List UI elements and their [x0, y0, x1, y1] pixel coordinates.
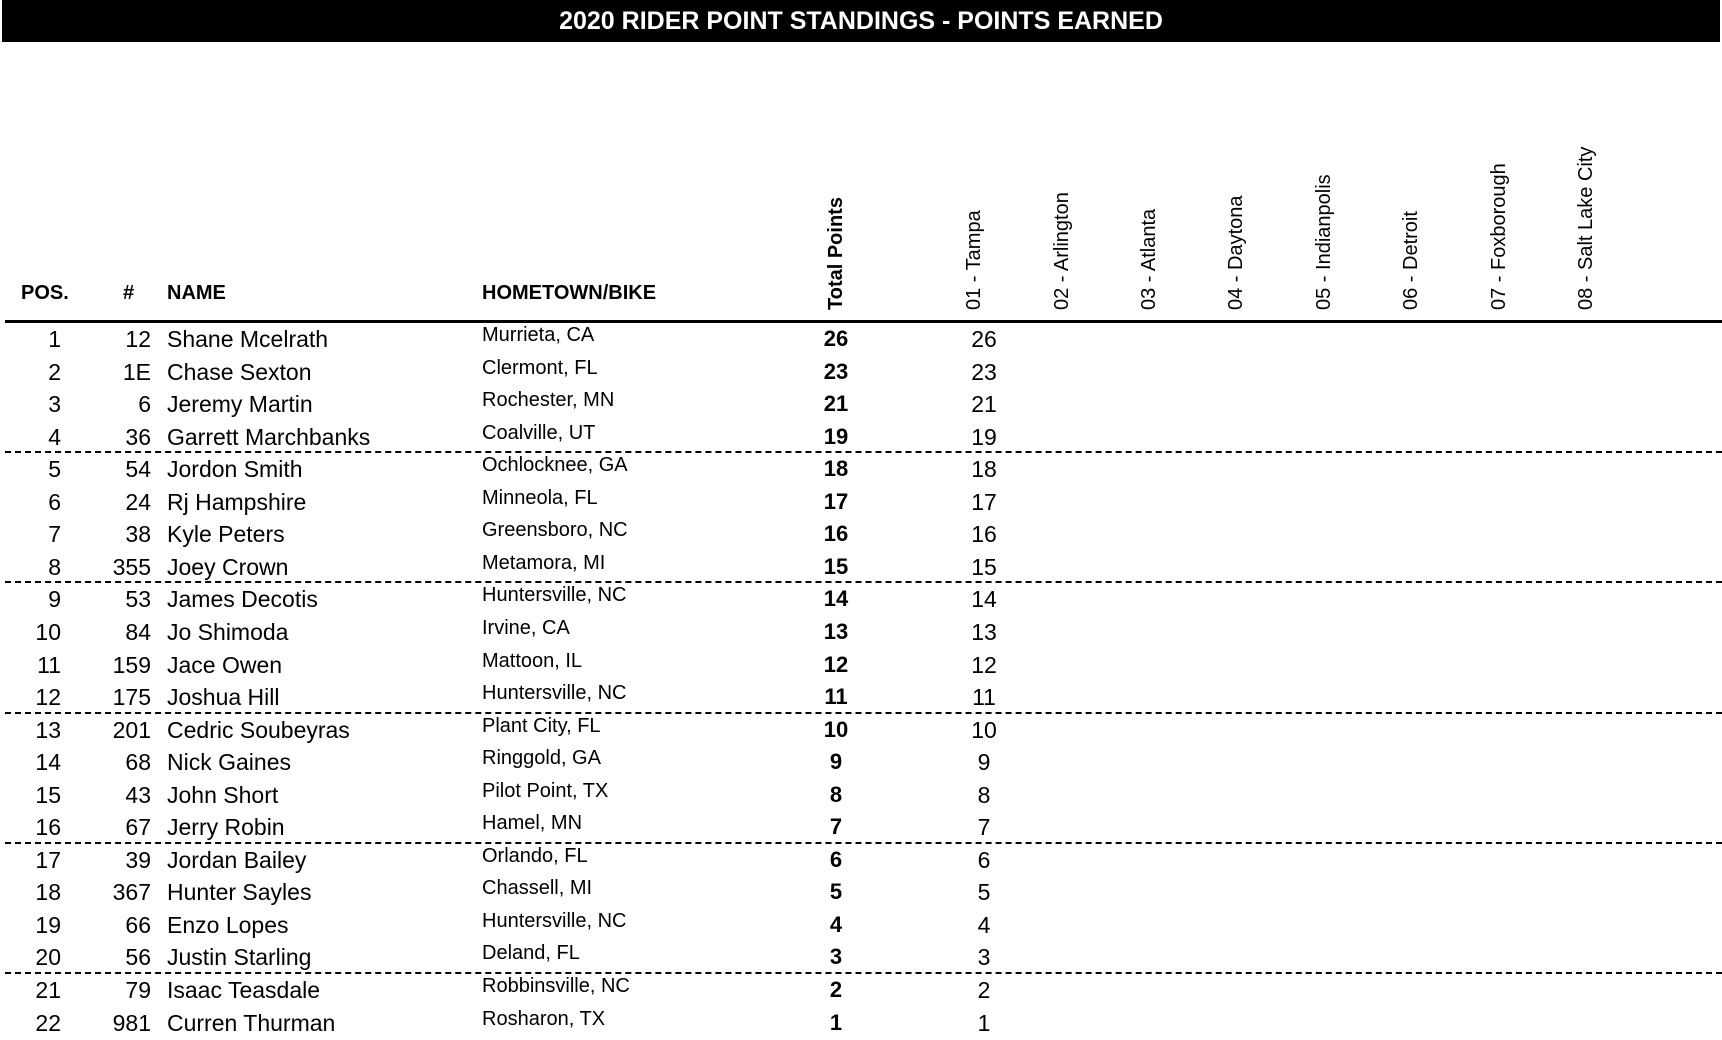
cell-total-points: 6: [829, 846, 843, 872]
cell-pos: 5: [48, 456, 61, 483]
cell-pos: 22: [35, 1009, 61, 1036]
cell-total-points: 5: [829, 879, 843, 905]
cell-hometown: Rosharon, TX: [482, 1007, 606, 1030]
header-round-01: 01 - Tampa: [963, 210, 985, 310]
cell-total-points: 4: [829, 911, 843, 937]
page-title: 2020 RIDER POINT STANDINGS - POINTS EARNED: [2, 0, 1720, 42]
cell-round-01: 15: [971, 553, 997, 580]
cell-round-01: 17: [971, 488, 997, 515]
cell-pos: 15: [35, 781, 61, 808]
cell-pos: 8: [48, 553, 61, 580]
cell-total-points: 21: [823, 391, 849, 417]
cell-number: 66: [125, 911, 151, 938]
cell-name: Joey Crown: [167, 553, 289, 580]
cell-round-01: 8: [977, 781, 991, 808]
cell-number: 24: [125, 488, 151, 515]
cell-total-points: 13: [823, 618, 849, 644]
cell-hometown: Murrieta, CA: [482, 324, 595, 346]
cell-name: Jordon Smith: [167, 456, 303, 483]
cell-number: 159: [112, 651, 151, 678]
cell-name: Jeremy Martin: [167, 391, 313, 418]
cell-hometown: Irvine, CA: [482, 616, 570, 639]
cell-total-points: 2: [829, 977, 843, 1002]
cell-round-01: 6: [977, 846, 991, 873]
cell-total-points: 26: [823, 326, 849, 351]
cell-total-points: 17: [823, 488, 849, 514]
cell-number: 68: [125, 749, 151, 776]
cell-number: 175: [112, 684, 151, 711]
cell-pos: 11: [37, 651, 61, 678]
cell-round-01: 3: [977, 944, 991, 971]
table-row: [0, 649, 1722, 681]
table-row: [0, 583, 1722, 615]
header-round-05: 05 - Indianpolis: [1313, 174, 1335, 310]
cell-hometown: Hamel, MN: [482, 812, 583, 835]
cell-round-01: 12: [971, 651, 997, 678]
table-row: [0, 974, 1722, 1006]
cell-pos: 19: [35, 911, 61, 938]
cell-number: 1E: [122, 358, 151, 385]
table-row: [0, 1007, 1722, 1039]
cell-pos: 3: [48, 391, 61, 418]
cell-number: 54: [125, 456, 151, 483]
cell-round-01: 21: [971, 391, 997, 418]
cell-hometown: Huntersville, NC: [482, 909, 627, 932]
table-row: [0, 681, 1722, 713]
cell-total-points: 18: [823, 456, 849, 482]
cell-number: 43: [125, 781, 151, 808]
cell-name: Jo Shimoda: [167, 618, 289, 645]
header-total-points: Total Points: [825, 197, 847, 310]
cell-hometown: Plant City, FL: [482, 714, 601, 737]
cell-hometown: Orlando, FL: [482, 844, 588, 867]
cell-name: Curren Thurman: [167, 1009, 336, 1036]
cell-round-01: 14: [971, 586, 997, 613]
cell-round-01: 9: [977, 749, 991, 776]
cell-round-01: 1: [977, 1009, 991, 1036]
table-row: [0, 518, 1722, 550]
header-number: #: [123, 282, 135, 304]
cell-pos: 17: [35, 846, 61, 873]
cell-name: Nick Gaines: [167, 749, 291, 776]
table-row: [0, 746, 1722, 778]
table-row: [0, 486, 1722, 518]
cell-name: Joshua Hill: [167, 684, 280, 711]
cell-hometown: Ringgold, GA: [482, 747, 601, 770]
header-round-07: 07 - Foxborough: [1488, 163, 1510, 310]
table-row: [0, 811, 1722, 843]
cell-hometown: Coalville, UT: [482, 421, 596, 444]
cell-pos: 12: [35, 684, 61, 711]
cell-total-points: 1: [829, 1009, 843, 1035]
header-round-03: 03 - Atlanta: [1138, 208, 1160, 310]
cell-total-points: 7: [829, 814, 843, 840]
cell-name: John Short: [167, 781, 279, 808]
cell-hometown: Clermont, FL: [482, 356, 598, 379]
cell-hometown: Metamora, MI: [482, 551, 606, 574]
cell-hometown: Rochester, MN: [482, 389, 615, 412]
table-row: [0, 779, 1722, 811]
cell-pos: 13: [35, 716, 61, 743]
cell-number: 201: [112, 716, 151, 743]
cell-hometown: Greensboro, NC: [482, 519, 628, 542]
cell-pos: 16: [35, 814, 61, 841]
table-row: [0, 616, 1722, 648]
cell-number: 53: [125, 586, 151, 613]
cell-round-01: 18: [971, 456, 997, 483]
cell-number: 56: [125, 944, 151, 971]
cell-name: Rj Hampshire: [167, 488, 307, 515]
cell-round-01: 11: [972, 684, 996, 711]
cell-number: 981: [112, 1009, 151, 1036]
cell-number: 67: [125, 814, 151, 841]
cell-round-01: 2: [977, 977, 991, 1003]
cell-total-points: 16: [823, 521, 849, 547]
cell-hometown: Ochlocknee, GA: [482, 454, 628, 477]
header-name: NAME: [167, 282, 226, 304]
cell-hometown: Huntersville, NC: [482, 682, 627, 705]
cell-total-points: 19: [823, 423, 849, 449]
table-row: [0, 844, 1722, 876]
cell-hometown: Deland, FL: [482, 942, 580, 965]
cell-pos: 9: [48, 586, 61, 613]
cell-name: Kyle Peters: [167, 521, 285, 548]
header-pos: POS.: [21, 282, 69, 304]
cell-total-points: 11: [824, 684, 848, 710]
cell-round-01: 13: [971, 618, 997, 645]
cell-name: Cedric Soubeyras: [167, 716, 350, 743]
cell-pos: 21: [35, 977, 61, 1003]
cell-round-01: 19: [971, 423, 997, 450]
cell-pos: 1: [48, 326, 61, 352]
table-row: [0, 421, 1722, 453]
cell-number: 79: [125, 977, 151, 1003]
cell-pos: 6: [48, 488, 61, 515]
cell-hometown: Mattoon, IL: [482, 649, 583, 672]
cell-name: Isaac Teasdale: [167, 977, 321, 1003]
cell-hometown: Chassell, MI: [482, 877, 593, 900]
cell-name: Justin Starling: [167, 944, 312, 971]
cell-name: Jace Owen: [167, 651, 283, 678]
header-round-02: 02 - Arlington: [1051, 192, 1073, 310]
cell-name: Jordan Bailey: [167, 846, 307, 873]
header-round-08: 08 - Salt Lake City: [1575, 146, 1597, 310]
cell-hometown: Huntersville, NC: [482, 584, 627, 607]
table-row: [0, 453, 1722, 485]
cell-name: Garrett Marchbanks: [167, 423, 371, 450]
header-round-06: 06 - Detroit: [1400, 211, 1422, 310]
cell-number: 39: [125, 846, 151, 873]
cell-number: 84: [125, 618, 151, 645]
table-row: [0, 909, 1722, 941]
cell-total-points: 12: [823, 651, 849, 677]
cell-name: Jerry Robin: [167, 814, 285, 841]
cell-pos: 10: [35, 618, 61, 645]
cell-number: 355: [112, 553, 151, 580]
cell-number: 6: [138, 391, 151, 418]
cell-number: 36: [125, 423, 151, 450]
cell-name: James Decotis: [167, 586, 318, 613]
cell-name: Enzo Lopes: [167, 911, 289, 938]
cell-round-01: 16: [971, 521, 997, 548]
table-row: [0, 356, 1722, 388]
cell-name: Shane Mcelrath: [167, 326, 329, 352]
cell-pos: 7: [48, 521, 61, 548]
cell-total-points: 14: [823, 586, 849, 612]
cell-round-01: 4: [977, 911, 991, 938]
table-row: [0, 941, 1722, 973]
header-round-04: 04 - Daytona: [1225, 195, 1247, 310]
cell-total-points: 3: [829, 944, 843, 970]
cell-hometown: Pilot Point, TX: [482, 779, 609, 802]
cell-round-01: 5: [977, 879, 991, 906]
cell-total-points: 15: [823, 553, 849, 579]
table-row: [0, 323, 1722, 355]
cell-number: 367: [112, 879, 151, 906]
cell-pos: 14: [35, 749, 61, 776]
cell-total-points: 8: [829, 781, 843, 807]
table-row: [0, 876, 1722, 908]
cell-round-01: 26: [971, 326, 997, 352]
cell-round-01: 23: [971, 358, 997, 385]
cell-round-01: 7: [977, 814, 991, 841]
cell-number: 38: [125, 521, 151, 548]
cell-round-01: 10: [971, 716, 997, 743]
cell-pos: 18: [35, 879, 61, 906]
cell-total-points: 23: [823, 358, 849, 384]
cell-pos: 4: [48, 423, 61, 450]
cell-hometown: Robbinsville, NC: [482, 975, 630, 997]
cell-pos: 20: [35, 944, 61, 971]
cell-total-points: 10: [823, 716, 849, 742]
table-row: [0, 714, 1722, 746]
cell-number: 12: [125, 326, 151, 352]
table-row: [0, 551, 1722, 583]
cell-pos: 2: [48, 358, 61, 385]
cell-total-points: 9: [829, 749, 843, 775]
header-hometown: HOMETOWN/BIKE: [482, 282, 657, 304]
cell-hometown: Minneola, FL: [482, 486, 598, 509]
cell-name: Chase Sexton: [167, 358, 312, 385]
cell-name: Hunter Sayles: [167, 879, 312, 906]
table-row: [0, 388, 1722, 420]
